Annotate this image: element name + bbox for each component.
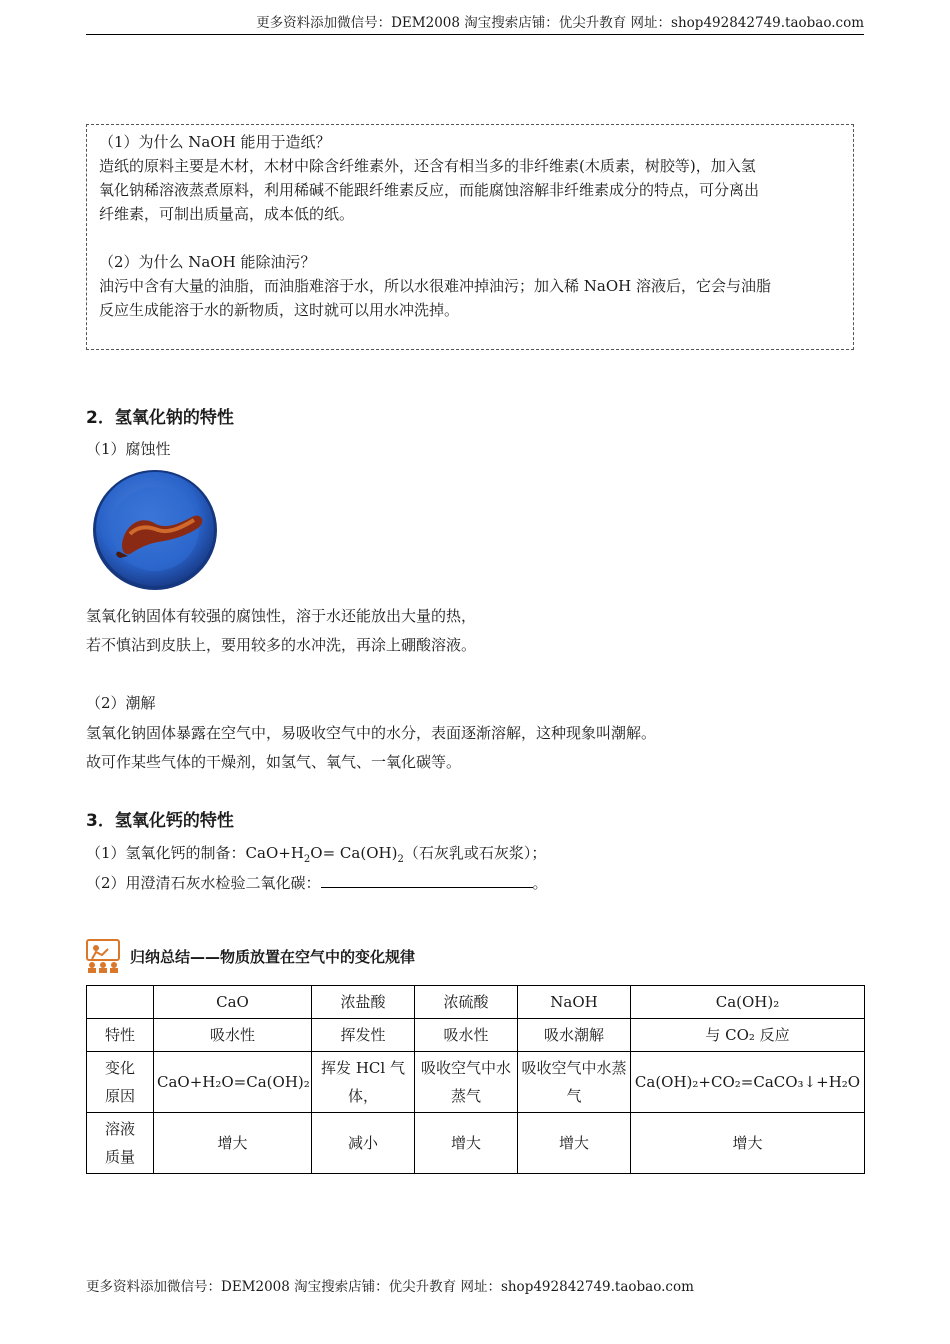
corrosion-subtitle: （1）腐蚀性 [86, 440, 171, 458]
table-cell: 挥发性 [312, 1019, 415, 1052]
answer-1-line-3: 纤维素，可制出质量高，成本低的纸。 [99, 205, 355, 223]
table-header-h2so4: 浓硫酸 [415, 986, 518, 1019]
row-label-property: 特性 [87, 1019, 154, 1052]
deliquescence-text-line-1: 氢氧化钠固体暴露在空气中，易吸收空气中的水分，表面逐渐溶解，这种现象叫潮解。 [86, 724, 657, 742]
answer-1-line-1: 造纸的原料主要是木材，木材中除含纤维素外，还含有相当多的非纤维素(木质素，树胶等)，加入氢 [99, 157, 756, 175]
page-header: 更多资料添加微信号：DEM2008 淘宝搜索店铺：优尖升教育 网址：shop492842749.taobao.com [86, 12, 864, 35]
answer-1-line-2: 氧化钠稀溶液蒸煮原料，利用稀碱不能跟纤维素反应，而能腐蚀溶解非纤维素成分的特点，可分离出 [99, 181, 760, 199]
table-cell: 增大 [631, 1113, 865, 1174]
table-header-caoh2: Ca(OH)₂ [631, 986, 865, 1019]
table-header-cao: CaO [154, 986, 312, 1019]
table-cell: 增大 [518, 1113, 631, 1174]
section-3-title: 3．氢氧化钙的特性 [86, 811, 234, 831]
summary-title: 归纳总结——物质放置在空气中的变化规律 [130, 948, 416, 966]
table-row [87, 986, 865, 1019]
table-row [87, 1019, 865, 1052]
co2-test-question: （2）用澄清石灰水检验二氧化碳： 。 [86, 871, 548, 895]
table-cell: 吸收空气中水蒸气 [415, 1052, 518, 1113]
corrosion-text-line-2: 若不慎沾到皮肤上，要用较多的水冲洗，再涂上硼酸溶液。 [86, 636, 477, 654]
table-cell: 增大 [154, 1113, 312, 1174]
naoh-uses-box [86, 124, 854, 350]
table-cell: 增大 [415, 1113, 518, 1174]
table-row [87, 1113, 865, 1174]
answer-2-line-2: 反应生成能溶于水的新物质，这时就可以用水冲洗掉。 [99, 301, 460, 319]
table-cell: 吸水性 [154, 1019, 312, 1052]
table-header-hcl: 浓盐酸 [312, 986, 415, 1019]
table-cell: 减小 [312, 1113, 415, 1174]
table-row [87, 1052, 865, 1113]
question-1: （1）为什么 NaOH 能用于造纸？ [99, 133, 331, 151]
section-2-title: 2．氢氧化钠的特性 [86, 408, 234, 428]
answer-blank[interactable] [321, 871, 533, 888]
table-cell: 挥发 HCl 气体， [312, 1052, 415, 1113]
table-cell: 吸水潮解 [518, 1019, 631, 1052]
answer-2-line-1: 油污中含有大量的油脂，而油脂难溶于水，所以水很难冲掉油污；加入稀 NaOH 溶液后，它会与油脂 [99, 277, 771, 295]
plate-with-corroded-chicken-bone-image [86, 466, 224, 594]
table-cell: 吸水性 [415, 1019, 518, 1052]
table-cell: CaO+H₂O=Ca(OH)₂ [154, 1052, 312, 1113]
row-label-reason: 变化 原因 [87, 1052, 154, 1113]
table-header-naoh: NaOH [518, 986, 631, 1019]
table-cell [87, 986, 154, 1019]
deliquescence-subtitle: （2）潮解 [86, 694, 156, 712]
teacher-board-icon [86, 939, 122, 973]
question-2: （2）为什么 NaOH 能除油污？ [99, 253, 316, 271]
table-cell: 与 CO₂ 反应 [631, 1019, 865, 1052]
table-cell: Ca(OH)₂+CO₂=CaCO₃↓+H₂O [631, 1052, 865, 1113]
corrosion-text-line-1: 氢氧化钠固体有较强的腐蚀性，溶于水还能放出大量的热， [86, 607, 477, 625]
table-cell: 吸收空气中水蒸气 [518, 1052, 631, 1113]
calcium-hydroxide-preparation: （1）氢氧化钙的制备：$CaO+H_2O= Ca(OH)_2$（石灰乳或石灰浆）； [86, 844, 547, 865]
deliquescence-text-line-2: 故可作某些气体的干燥剂，如氢气、氧气、一氧化碳等。 [86, 753, 462, 771]
row-label-mass: 溶液 质量 [87, 1113, 154, 1174]
page-footer: 更多资料添加微信号：DEM2008 淘宝搜索店铺：优尖升教育 网址：shop492842749.taobao.com [86, 1279, 694, 1295]
summary-table [86, 985, 865, 1174]
